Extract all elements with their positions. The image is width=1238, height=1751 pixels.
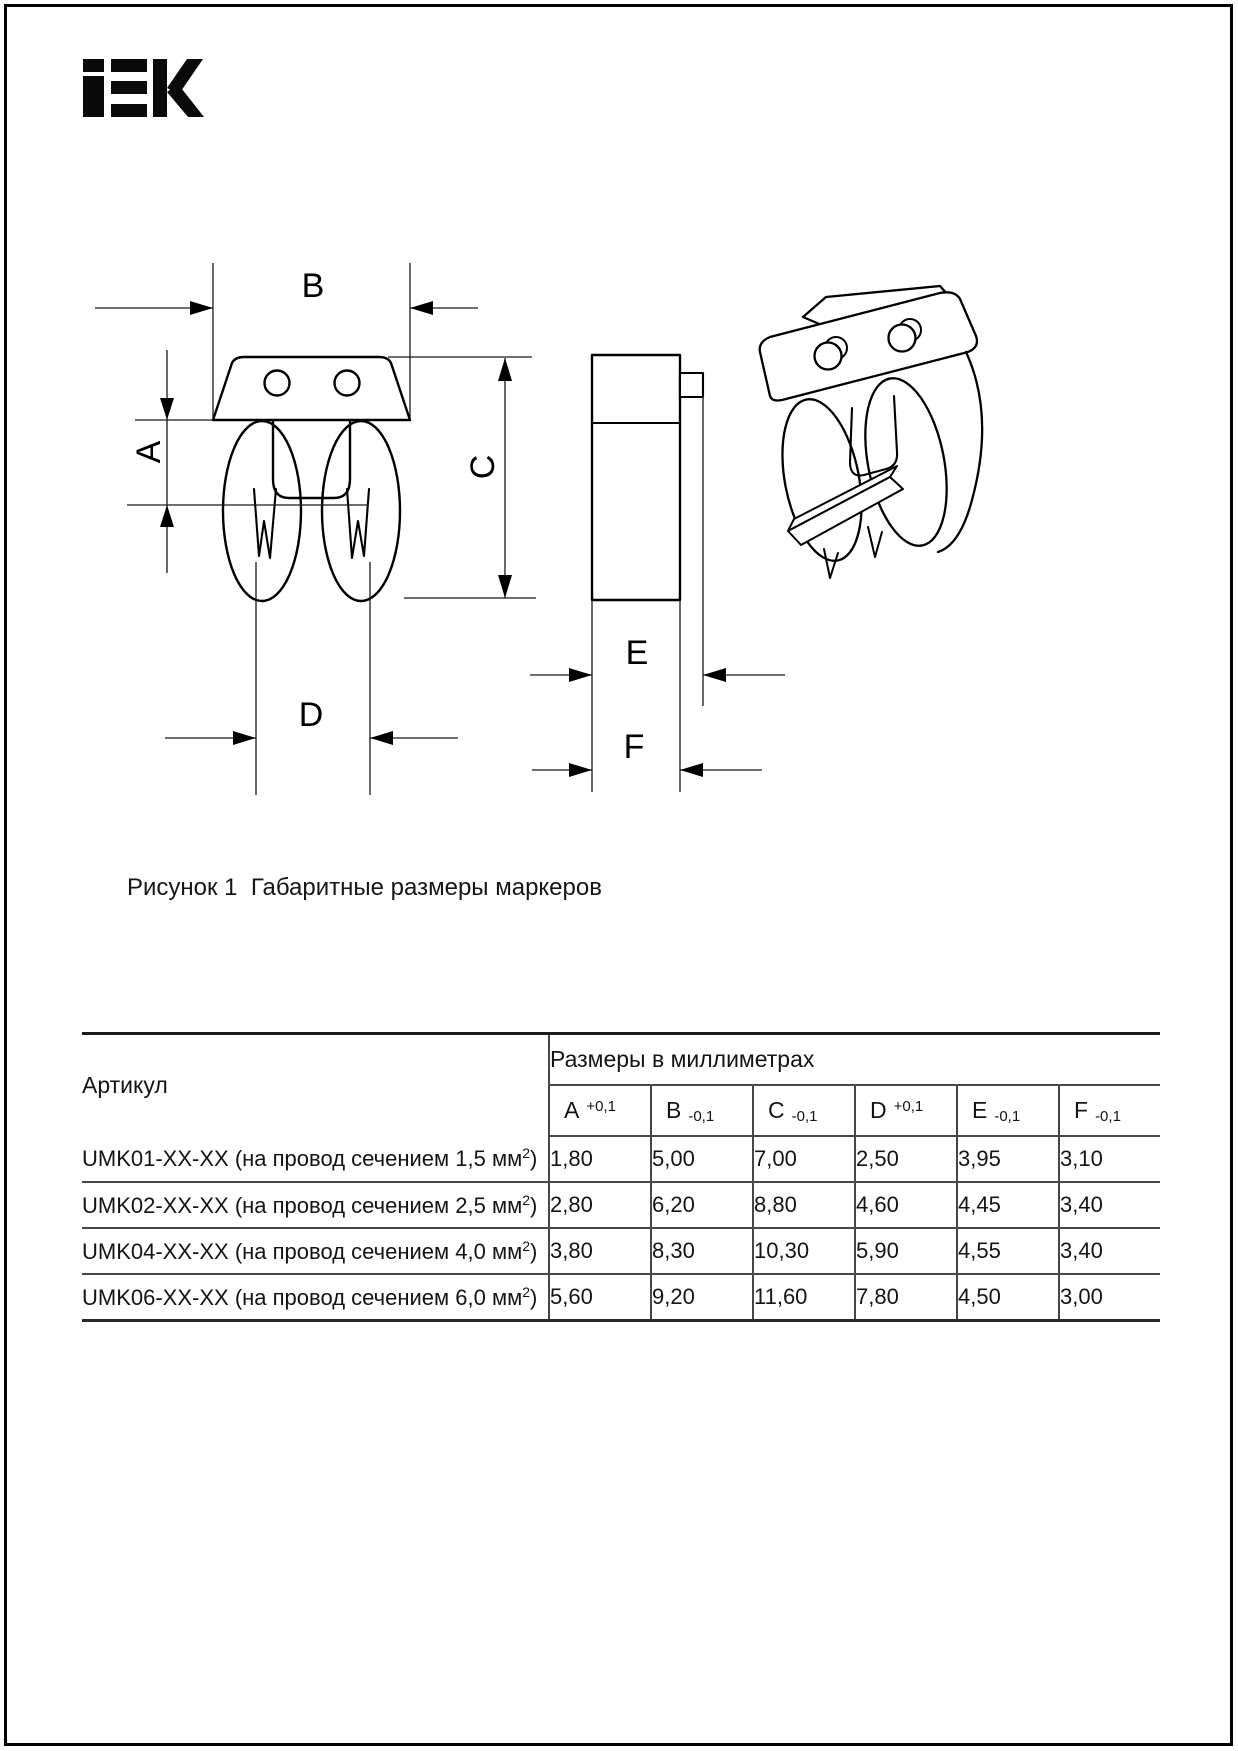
marker-cap-front — [213, 357, 410, 420]
figure-caption: Рисунок 1 Габаритные размеры маркеров — [127, 874, 602, 901]
marker-center-window — [273, 421, 350, 498]
column-header-e — [957, 1085, 1059, 1136]
iso-leg-left — [770, 392, 874, 567]
value-cell: 7,00 — [753, 1136, 855, 1182]
value-cell: 8,80 — [753, 1182, 855, 1228]
dimensions-table — [82, 1032, 1160, 1322]
dim-label-e: E — [625, 634, 649, 672]
isometric-view — [760, 286, 982, 578]
article-cell — [82, 1136, 549, 1182]
value-cell: 6,20 — [651, 1182, 753, 1228]
value-cell: 3,00 — [1059, 1274, 1160, 1321]
article-superscript: 2 — [522, 1145, 531, 1161]
iso-bar-front — [788, 477, 903, 545]
iso-finger-left — [824, 549, 838, 578]
article-text: ) — [530, 1192, 538, 1218]
value-cell: 8,30 — [651, 1228, 753, 1274]
table-row-umk04 — [82, 1228, 1160, 1274]
table-row-umk06 — [82, 1274, 1160, 1321]
value-cell: 2,80 — [549, 1182, 651, 1228]
dim-label-d: D — [298, 696, 324, 734]
table-row-umk02 — [82, 1182, 1160, 1228]
value-cell: 5,00 — [651, 1136, 753, 1182]
article-text: ) — [530, 1238, 538, 1264]
column-header-c — [753, 1085, 855, 1136]
dim-letter: D — [870, 1097, 887, 1123]
front-view — [213, 357, 410, 601]
article-text: UMK01-XX-XX (на провод сечением 1,5 мм — [82, 1146, 523, 1171]
marker-leg-left — [223, 421, 301, 601]
column-header-d — [855, 1085, 957, 1136]
iso-hole-left — [815, 343, 842, 370]
value-cell: 3,95 — [957, 1136, 1059, 1182]
article-superscript: 2 — [522, 1191, 531, 1208]
value-cell: 4,45 — [957, 1182, 1059, 1228]
article-text: UMK02-XX-XX (на провод сечением 2,5 мм — [82, 1192, 523, 1218]
dim-label-b: B — [301, 267, 325, 305]
side-body — [592, 355, 680, 600]
iso-finger-right — [868, 527, 882, 557]
column-header-a — [549, 1085, 651, 1136]
value-cell: 10,30 — [753, 1228, 855, 1274]
dim-label-f: F — [623, 728, 645, 766]
marker-leg-right — [322, 421, 400, 601]
side-tab — [680, 373, 703, 397]
dim-tolerance: -0,1 — [791, 1107, 818, 1125]
marker-finger-right — [347, 489, 369, 558]
value-cell: 1,80 — [549, 1136, 651, 1182]
value-cell: 3,10 — [1059, 1136, 1160, 1182]
article-text: ) — [530, 1284, 538, 1310]
iso-outer-surface — [938, 352, 982, 552]
article-superscript: 2 — [522, 1237, 531, 1254]
value-cell: 2,50 — [855, 1136, 957, 1182]
column-header-b — [651, 1085, 753, 1136]
marker-finger-left — [254, 489, 276, 558]
value-cell: 5,60 — [549, 1274, 651, 1321]
dim-letter: A — [564, 1097, 580, 1123]
column-header-dimensions: Размеры в миллиметрах — [549, 1034, 1160, 1086]
article-cell — [82, 1228, 549, 1274]
iso-hole-right — [889, 325, 916, 352]
article-text: ) — [530, 1146, 538, 1171]
value-cell: 9,20 — [651, 1274, 753, 1321]
value-cell: 5,90 — [855, 1228, 957, 1274]
value-cell: 4,60 — [855, 1182, 957, 1228]
dim-tolerance: +0,1 — [586, 1098, 616, 1115]
dim-letter: C — [768, 1096, 785, 1123]
dimension-lines — [95, 263, 785, 795]
dimension-labels — [130, 267, 648, 766]
side-view — [592, 355, 703, 600]
column-header-f — [1059, 1085, 1160, 1136]
article-text: UMK06-XX-XX (на провод сечением 6,0 мм — [82, 1284, 523, 1310]
value-cell: 4,55 — [957, 1228, 1059, 1274]
article-cell — [82, 1274, 549, 1321]
dim-letter: E — [972, 1096, 988, 1123]
dim-tolerance: -0,1 — [1095, 1107, 1121, 1125]
value-cell: 3,40 — [1059, 1182, 1160, 1228]
article-text: UMK04-XX-XX (на провод сечением 4,0 мм — [82, 1238, 523, 1264]
article-cell — [82, 1182, 549, 1228]
value-cell: 3,40 — [1059, 1228, 1160, 1274]
dim-label-a: A — [130, 440, 168, 464]
table-row-umk01 — [82, 1136, 1160, 1182]
dim-tolerance: +0,1 — [893, 1098, 924, 1115]
article-superscript: 2 — [522, 1283, 531, 1300]
value-cell: 7,80 — [855, 1274, 957, 1321]
value-cell: 11,60 — [753, 1274, 855, 1321]
dim-tolerance: -0,1 — [994, 1107, 1021, 1125]
dim-letter: B — [666, 1096, 682, 1123]
dim-label-c: C — [464, 454, 502, 480]
dim-letter: F — [1074, 1096, 1089, 1123]
value-cell: 3,80 — [549, 1228, 651, 1274]
dim-tolerance: -0,1 — [688, 1107, 715, 1125]
value-cell: 4,50 — [957, 1274, 1059, 1321]
column-header-article: Артикул — [82, 1034, 549, 1137]
iso-leg-right — [852, 371, 959, 552]
